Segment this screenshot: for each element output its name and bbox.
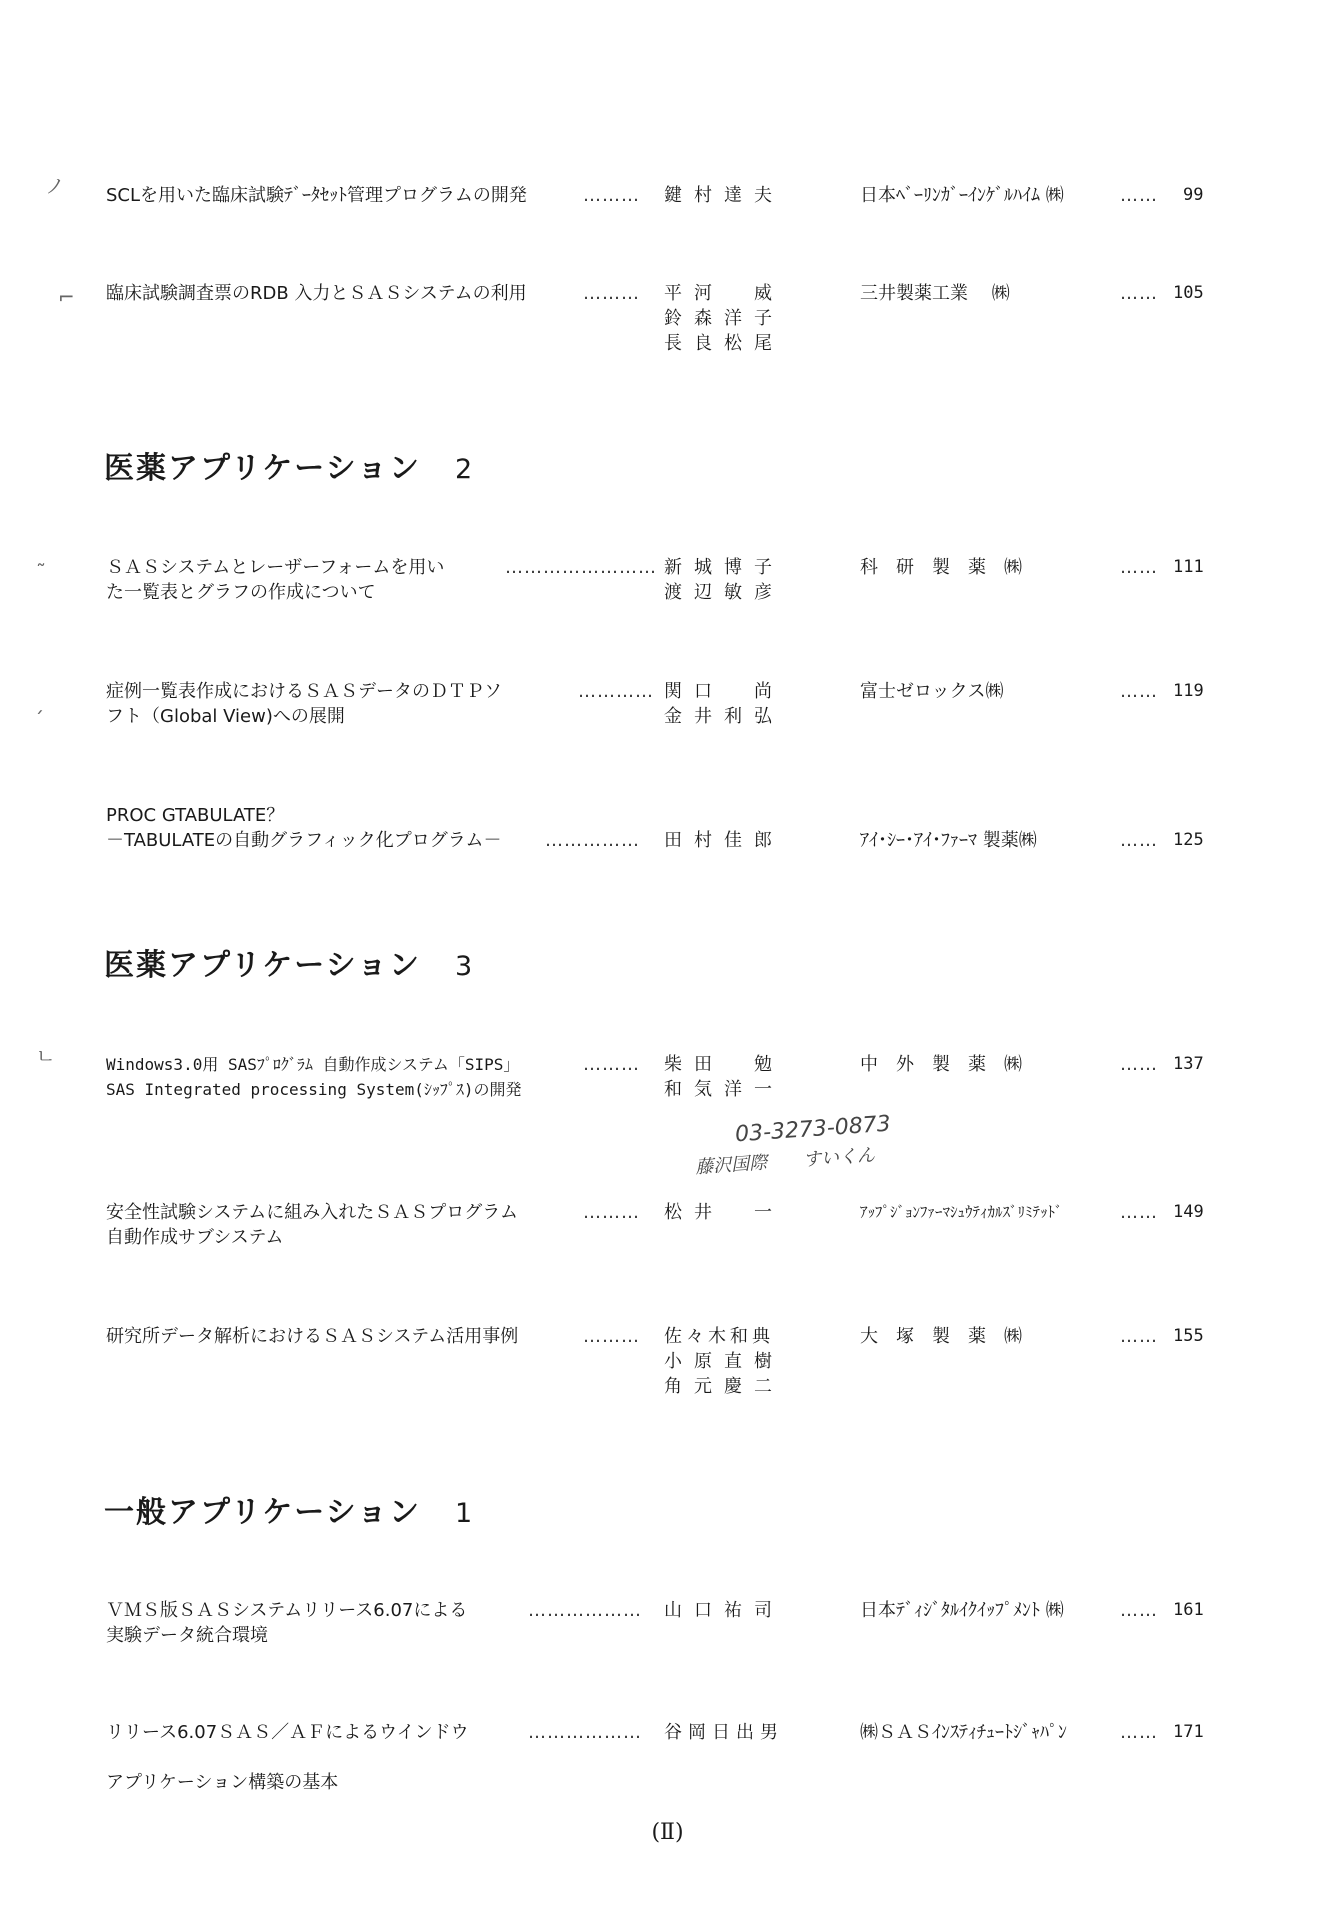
entry-organization: ｱｲ･ｼｰ･ｱｲ･ﾌｧｰﾏ 製薬㈱ — [860, 830, 1037, 851]
page-number: (Ⅱ) — [651, 1820, 684, 1845]
entry-authors — [664, 1200, 804, 1225]
author: 平河 威 — [664, 283, 784, 304]
entry-page: 149 — [1173, 1202, 1204, 1222]
entry-page: 105 — [1173, 283, 1204, 303]
entry-authors — [664, 1324, 804, 1399]
author: 鈴森洋子 — [664, 308, 784, 329]
entry-organization: 大 塚 製 薬 ㈱ — [860, 1326, 1022, 1347]
margin-mark: ⌐ — [58, 285, 75, 309]
leader-dots: …… — [1120, 830, 1158, 851]
entry-page: 161 — [1173, 1600, 1204, 1620]
leader-dots: …… — [1120, 557, 1158, 578]
leader-dots: ……… — [583, 1326, 640, 1347]
entry-organization: 日本ﾍﾞｰﾘﾝｶﾞｰｲﾝｹﾞﾙﾊｲﾑ ㈱ — [860, 185, 1064, 206]
leader-dots: …………… — [545, 830, 640, 851]
author: 和気洋一 — [664, 1079, 784, 1100]
leader-dots: …… — [1120, 283, 1158, 304]
leader-dots: …… — [1120, 681, 1158, 702]
entry-authors — [664, 281, 804, 356]
leader-dots: …………………… — [505, 557, 657, 578]
author: 金井利弘 — [664, 706, 784, 727]
entry-title: リリース6.07ＳＡＳ／ＡＦによるウインドウ アプリケーション構築の基本 — [106, 1722, 469, 1793]
author: 鍵村達夫 — [664, 185, 784, 206]
section-heading — [104, 940, 474, 984]
margin-mark: ㄴ — [36, 1044, 56, 1068]
entry-title: SCLを用いた臨床試験ﾃﾞｰﾀｾｯﾄ管理プログラムの開発 — [106, 185, 527, 206]
entry-organization: 富士ゼロックス㈱ — [860, 681, 1004, 702]
author: 松井 一 — [664, 1202, 784, 1223]
entry-title: ＳＡＳシステムとレーザーフォームを用い た一覧表とグラフの作成について — [106, 557, 445, 603]
entry-authors — [664, 1598, 804, 1623]
entry-page: 171 — [1173, 1722, 1204, 1742]
author: 小原直樹 — [664, 1351, 784, 1372]
entry-title: ＶＭＳ版ＳＡＳシステムリリース6.07による 実験データ統合環境 — [106, 1600, 468, 1646]
section-number: 2 — [455, 454, 475, 485]
leader-dots: …… — [1120, 1326, 1158, 1347]
leader-dots: ……… — [583, 1202, 640, 1223]
entry-organization: ｱｯﾌﾟｼﾞｮﾝﾌｧｰﾏｼｭｳﾃｨｶﾙｽﾞﾘﾐﾃｯﾄﾞ — [860, 1203, 1063, 1221]
entry-organization: 三井製薬工業 ㈱ — [860, 283, 1010, 304]
leader-dots: ……………… — [528, 1722, 642, 1743]
section-label: 医薬アプリケーション — [104, 948, 421, 983]
author: 新城博子 — [664, 557, 784, 578]
entry-organization: 科 研 製 薬 ㈱ — [860, 557, 1022, 578]
margin-mark: ˜ — [36, 560, 46, 584]
leader-dots: ……… — [583, 185, 640, 206]
author: 長良松尾 — [664, 333, 784, 354]
author: 角元慶二 — [664, 1376, 784, 1397]
entry-title: 臨床試験調査票のRDB 入力とＳＡＳシステムの利用 — [106, 283, 527, 304]
entry-title: 症例一覧表作成におけるＳＡＳデータのＤＴＰソ フト（Global View)への展開 — [106, 681, 502, 727]
entry-authors — [664, 679, 804, 729]
entry-title: PROC GTABULATE？ －TABULATEの自動グラフィック化プログラム－ — [106, 805, 502, 851]
entry-organization: ㈱ＳＡＳｲﾝｽﾃｨﾁｭｰﾄｼﾞｬﾊﾟﾝ — [860, 1722, 1067, 1743]
section-number: 1 — [455, 1498, 475, 1529]
author: 関口 尚 — [664, 681, 784, 702]
author: 柴田 勉 — [664, 1054, 784, 1075]
author: 谷岡日出男 — [664, 1722, 784, 1743]
section-heading — [104, 443, 474, 487]
entry-page: 125 — [1173, 830, 1204, 850]
author: 山口祐司 — [664, 1600, 784, 1621]
section-number: 3 — [455, 951, 475, 982]
author: 田村佳郎 — [664, 830, 784, 851]
leader-dots: …… — [1120, 1202, 1158, 1223]
entry-title: 安全性試験システムに組み入れたＳＡＳプログラム 自動作成サブシステム — [106, 1202, 519, 1248]
section-label: 一般アプリケーション — [104, 1495, 421, 1530]
entry-title: 研究所データ解析におけるＳＡＳシステム活用事例 — [106, 1326, 519, 1347]
entry-title: Windows3.0用 SASﾌﾟﾛｸﾞﾗﾑ 自動作成システム「SIPS」 SAS Integrated processing System(ｼｯﾌﾟｽ)の開発 — [106, 1055, 522, 1099]
leader-dots: …… — [1120, 1054, 1158, 1075]
author: 佐々木和典 — [664, 1326, 774, 1347]
entry-page: 137 — [1173, 1054, 1204, 1074]
margin-mark: ˏ — [34, 690, 44, 714]
entry-organization: 中 外 製 薬 ㈱ — [860, 1054, 1022, 1075]
leader-dots: ……… — [583, 1054, 640, 1075]
entry-authors — [664, 828, 804, 853]
section-heading — [104, 1487, 474, 1531]
leader-dots: …… — [1120, 1600, 1158, 1621]
entry-authors — [664, 555, 804, 605]
entry-page: 119 — [1173, 681, 1204, 701]
entry-page: 155 — [1173, 1326, 1204, 1346]
entry-authors — [664, 183, 804, 208]
margin-mark: ノ — [45, 174, 65, 198]
section-label: 医薬アプリケーション — [104, 451, 421, 486]
leader-dots: ………… — [578, 681, 654, 702]
handwritten-phone: 03-3273-0873 — [734, 1111, 892, 1148]
handwritten-note: 藤沢国際 すいくん — [694, 1144, 876, 1179]
author: 渡辺敏彦 — [664, 582, 784, 603]
entry-organization: 日本ﾃﾞｨｼﾞﾀﾙｲｸｲｯﾌﾟﾒﾝﾄ ㈱ — [860, 1600, 1064, 1621]
leader-dots: ……………… — [528, 1600, 642, 1621]
leader-dots: ……… — [583, 283, 640, 304]
entry-authors — [664, 1052, 804, 1102]
leader-dots: …… — [1120, 1722, 1158, 1743]
entry-page: 111 — [1173, 557, 1204, 577]
leader-dots: …… — [1120, 185, 1158, 206]
entry-page: 99 — [1183, 185, 1204, 205]
entry-authors — [664, 1720, 804, 1745]
